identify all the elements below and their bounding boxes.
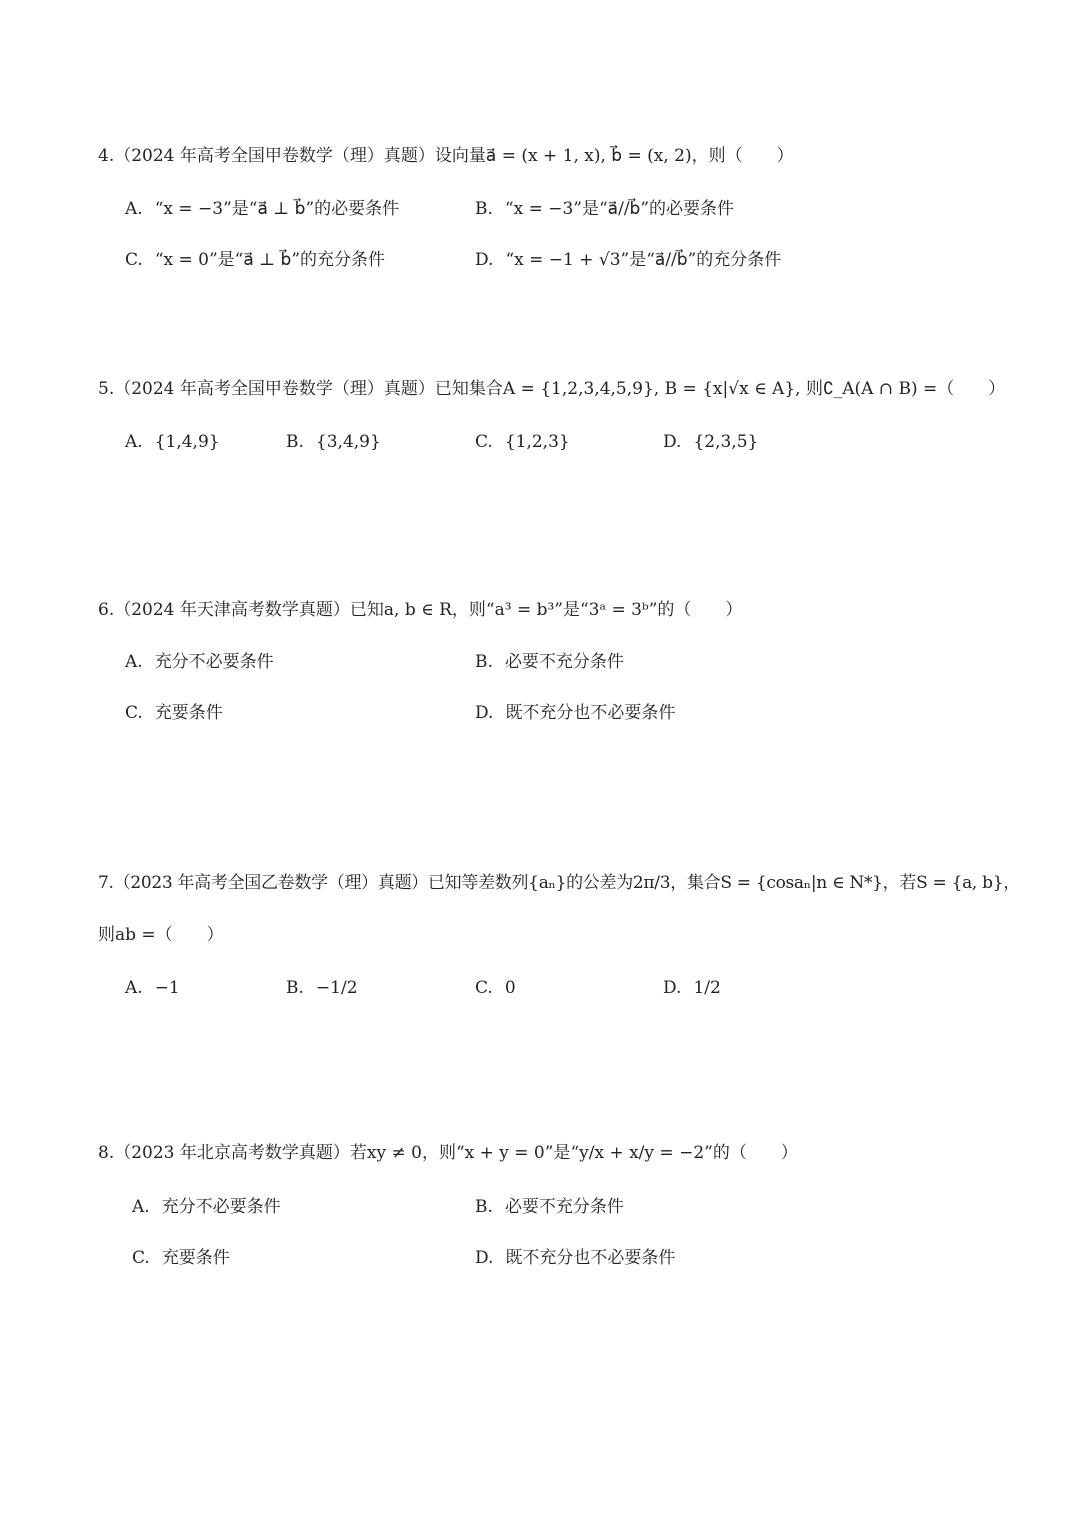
question-6-option-b[interactable] [475,650,624,674]
option-key: A. [125,199,143,219]
question-4-option-d[interactable] [475,248,781,272]
question-5-option-a[interactable] [125,430,220,454]
option-key: B. [475,199,493,219]
question-7-option-b[interactable] [286,976,358,1000]
option-text: “x = −1 + √3”是“a⃗//b⃗”的充分条件 [505,250,782,270]
option-key: D. [475,250,494,270]
option-key: A. [125,432,143,452]
question-6-stem: 6.（2024 年天津高考数学真题）已知a, b ∈ R，则“a³ = b³”是“3ᵃ = 3ᵇ”的（ ） [98,600,743,620]
option-text: 0 [504,978,516,998]
question-7-option-a[interactable] [125,976,180,1000]
question-7-stem: 7.（2023 年高考全国乙卷数学（理）真题）已知等差数列{aₙ}的公差为2π/3，集合S = {cosaₙ|n ∈ N*}，若S = {a, b}， [98,873,1020,893]
question-4-option-c[interactable] [125,248,385,272]
option-text: −1 [154,978,180,998]
question-8-option-b[interactable] [475,1195,624,1219]
option-key: B. [286,432,304,452]
option-text: 1/2 [693,978,721,998]
option-key: D. [663,978,682,998]
option-text: 充分不必要条件 [154,652,274,672]
question-8-option-a[interactable] [132,1195,281,1219]
option-key: A. [132,1197,150,1217]
option-text: “x = −3”是“a⃗ ⊥ b⃗”的必要条件 [154,199,400,219]
option-text: 必要不充分条件 [504,652,624,672]
option-key: D. [663,432,682,452]
question-4-option-a[interactable] [125,197,399,221]
option-text: “x = −3”是“a⃗//b⃗”的必要条件 [504,199,735,219]
question-6-option-a[interactable] [125,650,274,674]
question-8-stem: 8.（2023 年北京高考数学真题）若xy ≠ 0，则“x + y = 0”是“y/x + x/y = −2”的（ ） [98,1143,798,1163]
option-text: 充分不必要条件 [161,1197,281,1217]
question-7-option-c[interactable] [475,976,516,1000]
option-text: {2,3,5} [693,432,759,452]
question-5-stem: 5.（2024 年高考全国甲卷数学（理）真题）已知集合A = {1,2,3,4,5,9}, B = {x|√x ∈ A}, 则∁_A(A ∩ B) =（ ） [98,379,1006,399]
option-key: C. [475,978,493,998]
question-4-option-b[interactable] [475,197,734,221]
option-key: C. [475,432,493,452]
option-key: C. [125,703,143,723]
option-key: B. [286,978,304,998]
option-key: D. [475,703,494,723]
option-text: 必要不充分条件 [504,1197,624,1217]
question-5-option-b[interactable] [286,430,381,454]
option-text: “x = 0”是“a⃗ ⊥ b⃗”的充分条件 [154,250,386,270]
option-text: 既不充分也不必要条件 [505,703,676,723]
question-5-option-d[interactable] [663,430,758,454]
option-text: {1,2,3} [504,432,570,452]
option-key: B. [475,652,493,672]
question-6-option-c[interactable] [125,701,223,725]
option-text: 既不充分也不必要条件 [505,1248,676,1268]
option-text: 充要条件 [154,703,223,723]
question-8-option-c[interactable] [132,1246,230,1270]
question-5-option-c[interactable] [475,430,570,454]
option-text: {1,4,9} [154,432,220,452]
option-key: B. [475,1197,493,1217]
option-key: C. [125,250,143,270]
question-8-option-d[interactable] [475,1246,675,1270]
option-key: A. [125,978,143,998]
option-text: 充要条件 [161,1248,230,1268]
option-key: D. [475,1248,494,1268]
option-text: −1/2 [315,978,358,998]
option-text: {3,4,9} [315,432,381,452]
option-key: C. [132,1248,150,1268]
question-4-stem: 4.（2024 年高考全国甲卷数学（理）真题）设向量a⃗ = (x + 1, x), b⃗ = (x, 2)，则（ ） [98,146,794,166]
option-key: A. [125,652,143,672]
question-7-option-d[interactable] [663,976,721,1000]
question-6-option-d[interactable] [475,701,675,725]
question-7-stem-continued: 则ab =（ ） [98,925,224,945]
